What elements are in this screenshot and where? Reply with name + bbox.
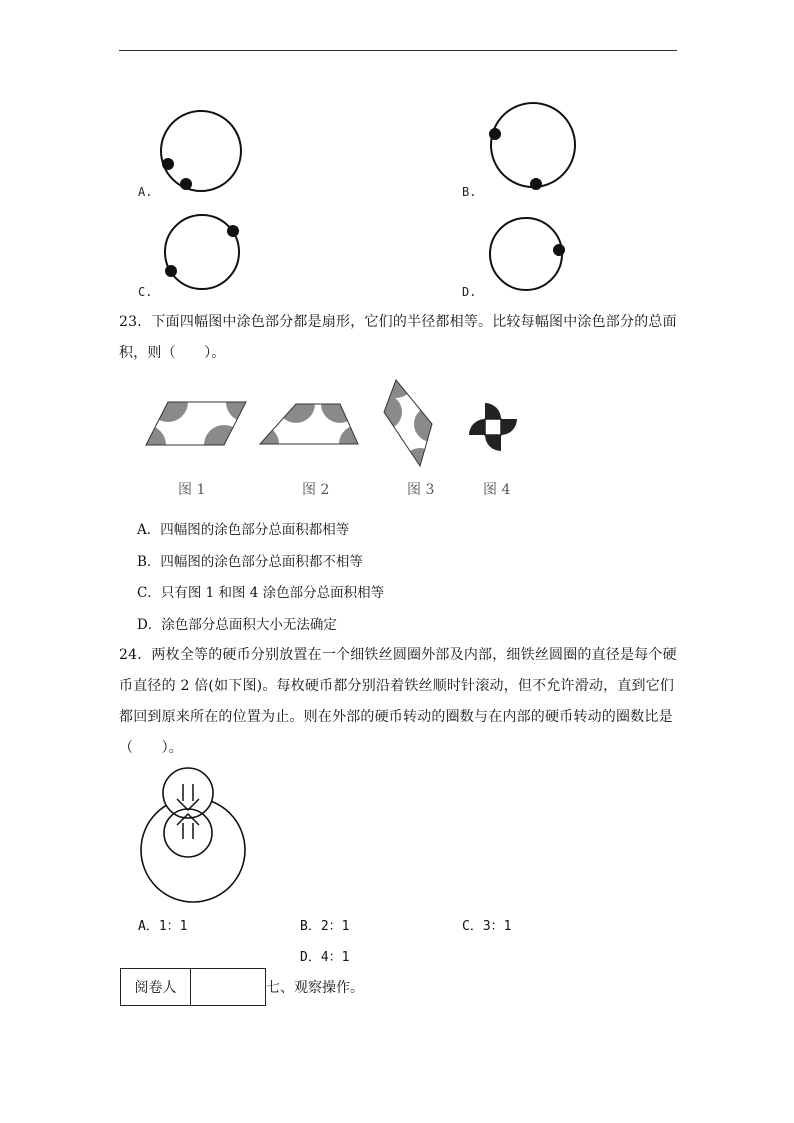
grader-label: 阅卷人 [121, 969, 191, 1006]
q22-option-d-label[interactable]: D. [462, 285, 477, 299]
q24-text-line4: （ ）。 [119, 740, 183, 756]
q23-choice-c[interactable]: C．只有图 1 和图 4 涂色部分总面积相等 [137, 585, 385, 601]
q23-figure-2-caption: 图 2 [302, 482, 330, 498]
grader-table [120, 968, 266, 1006]
q23-figure-3 [380, 378, 436, 468]
q22-option-c-figure [160, 212, 246, 292]
q24-coin-figure [138, 765, 250, 907]
grader-score-box[interactable] [191, 969, 266, 1006]
q22-d-dot-right [553, 244, 565, 256]
q24-text-line1: 24．两枚全等的硬币分别放置在一个细铁丝圆圈外部及内部，细铁丝圆圈的直径是每个硬 [119, 647, 677, 663]
q22-option-b-figure [486, 100, 580, 192]
q23-choice-a[interactable]: A．四幅图的涂色部分总面积都相等 [137, 522, 350, 538]
q23-text-line1: 23．下面四幅图中涂色部分都是扇形，它们的半径都相等。比较每幅图中涂色部分的总面 [119, 314, 677, 330]
q23-text-line2: 积，则（ ）。 [119, 345, 226, 361]
q22-c-dot-top-right [227, 225, 239, 237]
q22-b-dot-bottom [530, 178, 542, 190]
q23-figure-4 [466, 400, 524, 458]
q22-b-dot-left [489, 128, 501, 140]
q24-text-line3: 都回到原来所在的位置为止。则在外部的硬币转动的圈数与在内部的硬币转动的圈数比是 [119, 709, 673, 725]
q22-option-a-figure [158, 108, 248, 194]
q24-text-line2: 币直径的 2 倍(如下图)。每枚硬币都分别沿着铁丝顺时针滚动，但不允许滑动，直到它们 [119, 678, 675, 694]
q22-a-dot-left [162, 158, 174, 170]
q22-c-dot-bottom-left [165, 265, 177, 277]
q23-figure-2 [258, 402, 360, 446]
q23-choice-b[interactable]: B．四幅图的涂色部分总面积都不相等 [137, 554, 363, 570]
q23-figure-1-caption: 图 1 [178, 482, 206, 498]
q24-answer-b[interactable]: B．2：1 [300, 919, 350, 934]
q23-figure-1 [144, 400, 250, 448]
q22-option-d-figure [486, 214, 570, 294]
q22-a-dot-bottom [180, 178, 192, 190]
q24-answer-a[interactable]: A．1：1 [138, 919, 188, 934]
q23-figure-4-caption: 图 4 [483, 482, 511, 498]
section-title: 七、观察操作。 [266, 980, 364, 996]
q23-figure-3-caption: 图 3 [407, 482, 435, 498]
q23-choice-d[interactable]: D．涂色部分总面积大小无法确定 [137, 617, 337, 633]
header-rule [119, 50, 677, 51]
q22-option-c-label[interactable]: C. [138, 285, 153, 299]
q24-answer-c[interactable]: C．3：1 [462, 919, 512, 934]
q22-option-a-label[interactable]: A. [138, 185, 153, 199]
q22-option-b-label[interactable]: B. [462, 185, 477, 199]
q24-answer-d[interactable]: D．4：1 [300, 950, 350, 965]
